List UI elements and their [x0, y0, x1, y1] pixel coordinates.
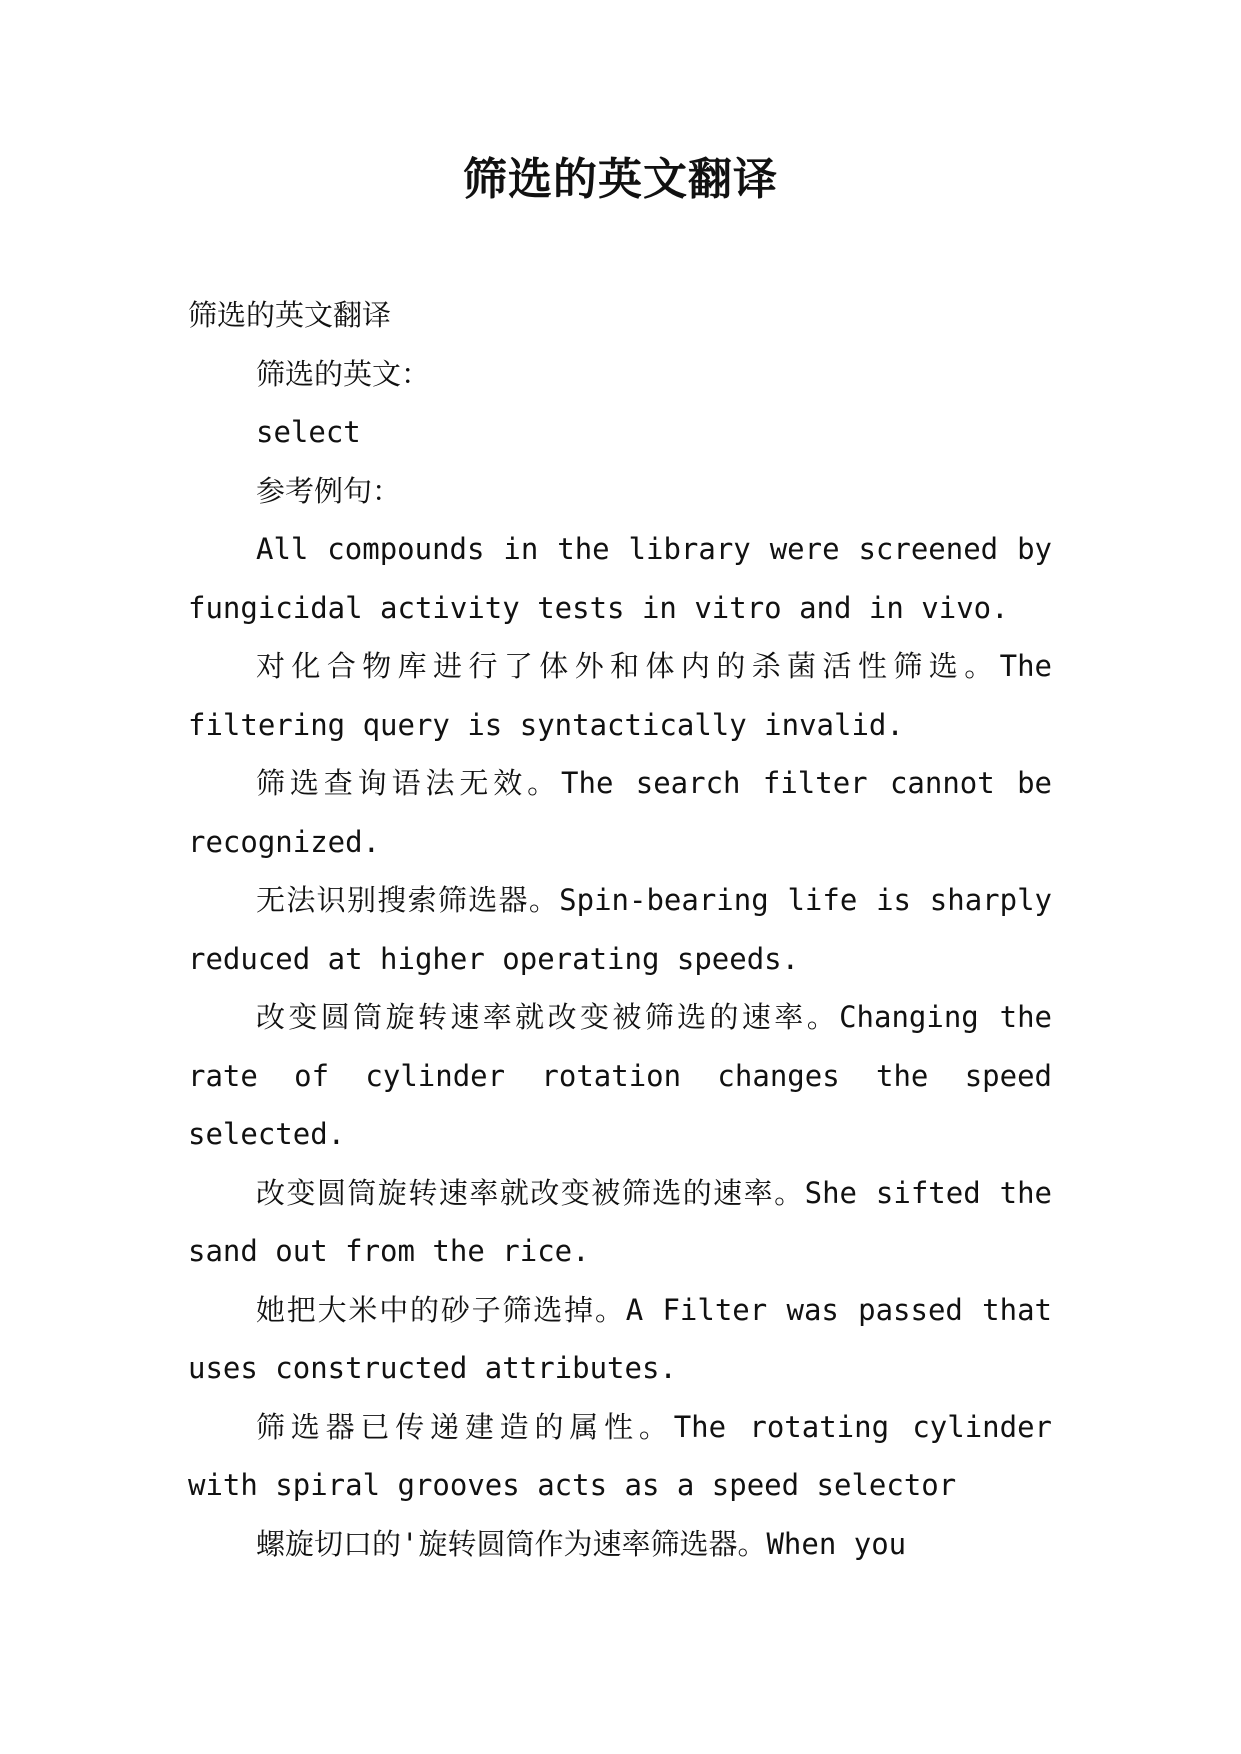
document-body	[188, 286, 1052, 1573]
document-title: 筛选的英文翻译	[463, 154, 778, 205]
example-paragraph: 对化合物库进行了体外和体内的杀菌活性筛选。The filtering query is syntactically invalid.	[188, 649, 1052, 742]
examples-label: 参考例句：	[256, 473, 402, 508]
english-label: 筛选的英文：	[256, 356, 431, 391]
example-paragraph: 无法识别搜索筛选器。Spin-bearing life is sharply reduced at higher operating speeds.	[188, 883, 1052, 976]
example-paragraph: 筛选器已传递建造的属性。The rotating cylinder with spiral grooves acts as a speed selector	[188, 1409, 1052, 1502]
example-paragraph: 筛选查询语法无效。The search filter cannot be recognized.	[188, 766, 1052, 859]
subtitle-line: 筛选的英文翻译	[188, 298, 392, 332]
example-paragraph: 她把大米中的砂子筛选掉。A Filter was passed that uses constructed attributes.	[188, 1292, 1052, 1385]
example-paragraph: 改变圆筒旋转速率就改变被筛选的速率。Changing the rate of cylinder rotation changes the speed selected.	[188, 1000, 1052, 1151]
english-word: select	[256, 415, 361, 449]
example-paragraph: 改变圆筒旋转速率就改变被筛选的速率。She sifted the sand out from the rice.	[188, 1175, 1052, 1268]
example-paragraph: 螺旋切口的'旋转圆筒作为速率筛选器。When you	[256, 1526, 907, 1561]
example-paragraph: All compounds in the library were screened by fungicidal activity tests in vitro and in vivo.	[188, 532, 1052, 625]
